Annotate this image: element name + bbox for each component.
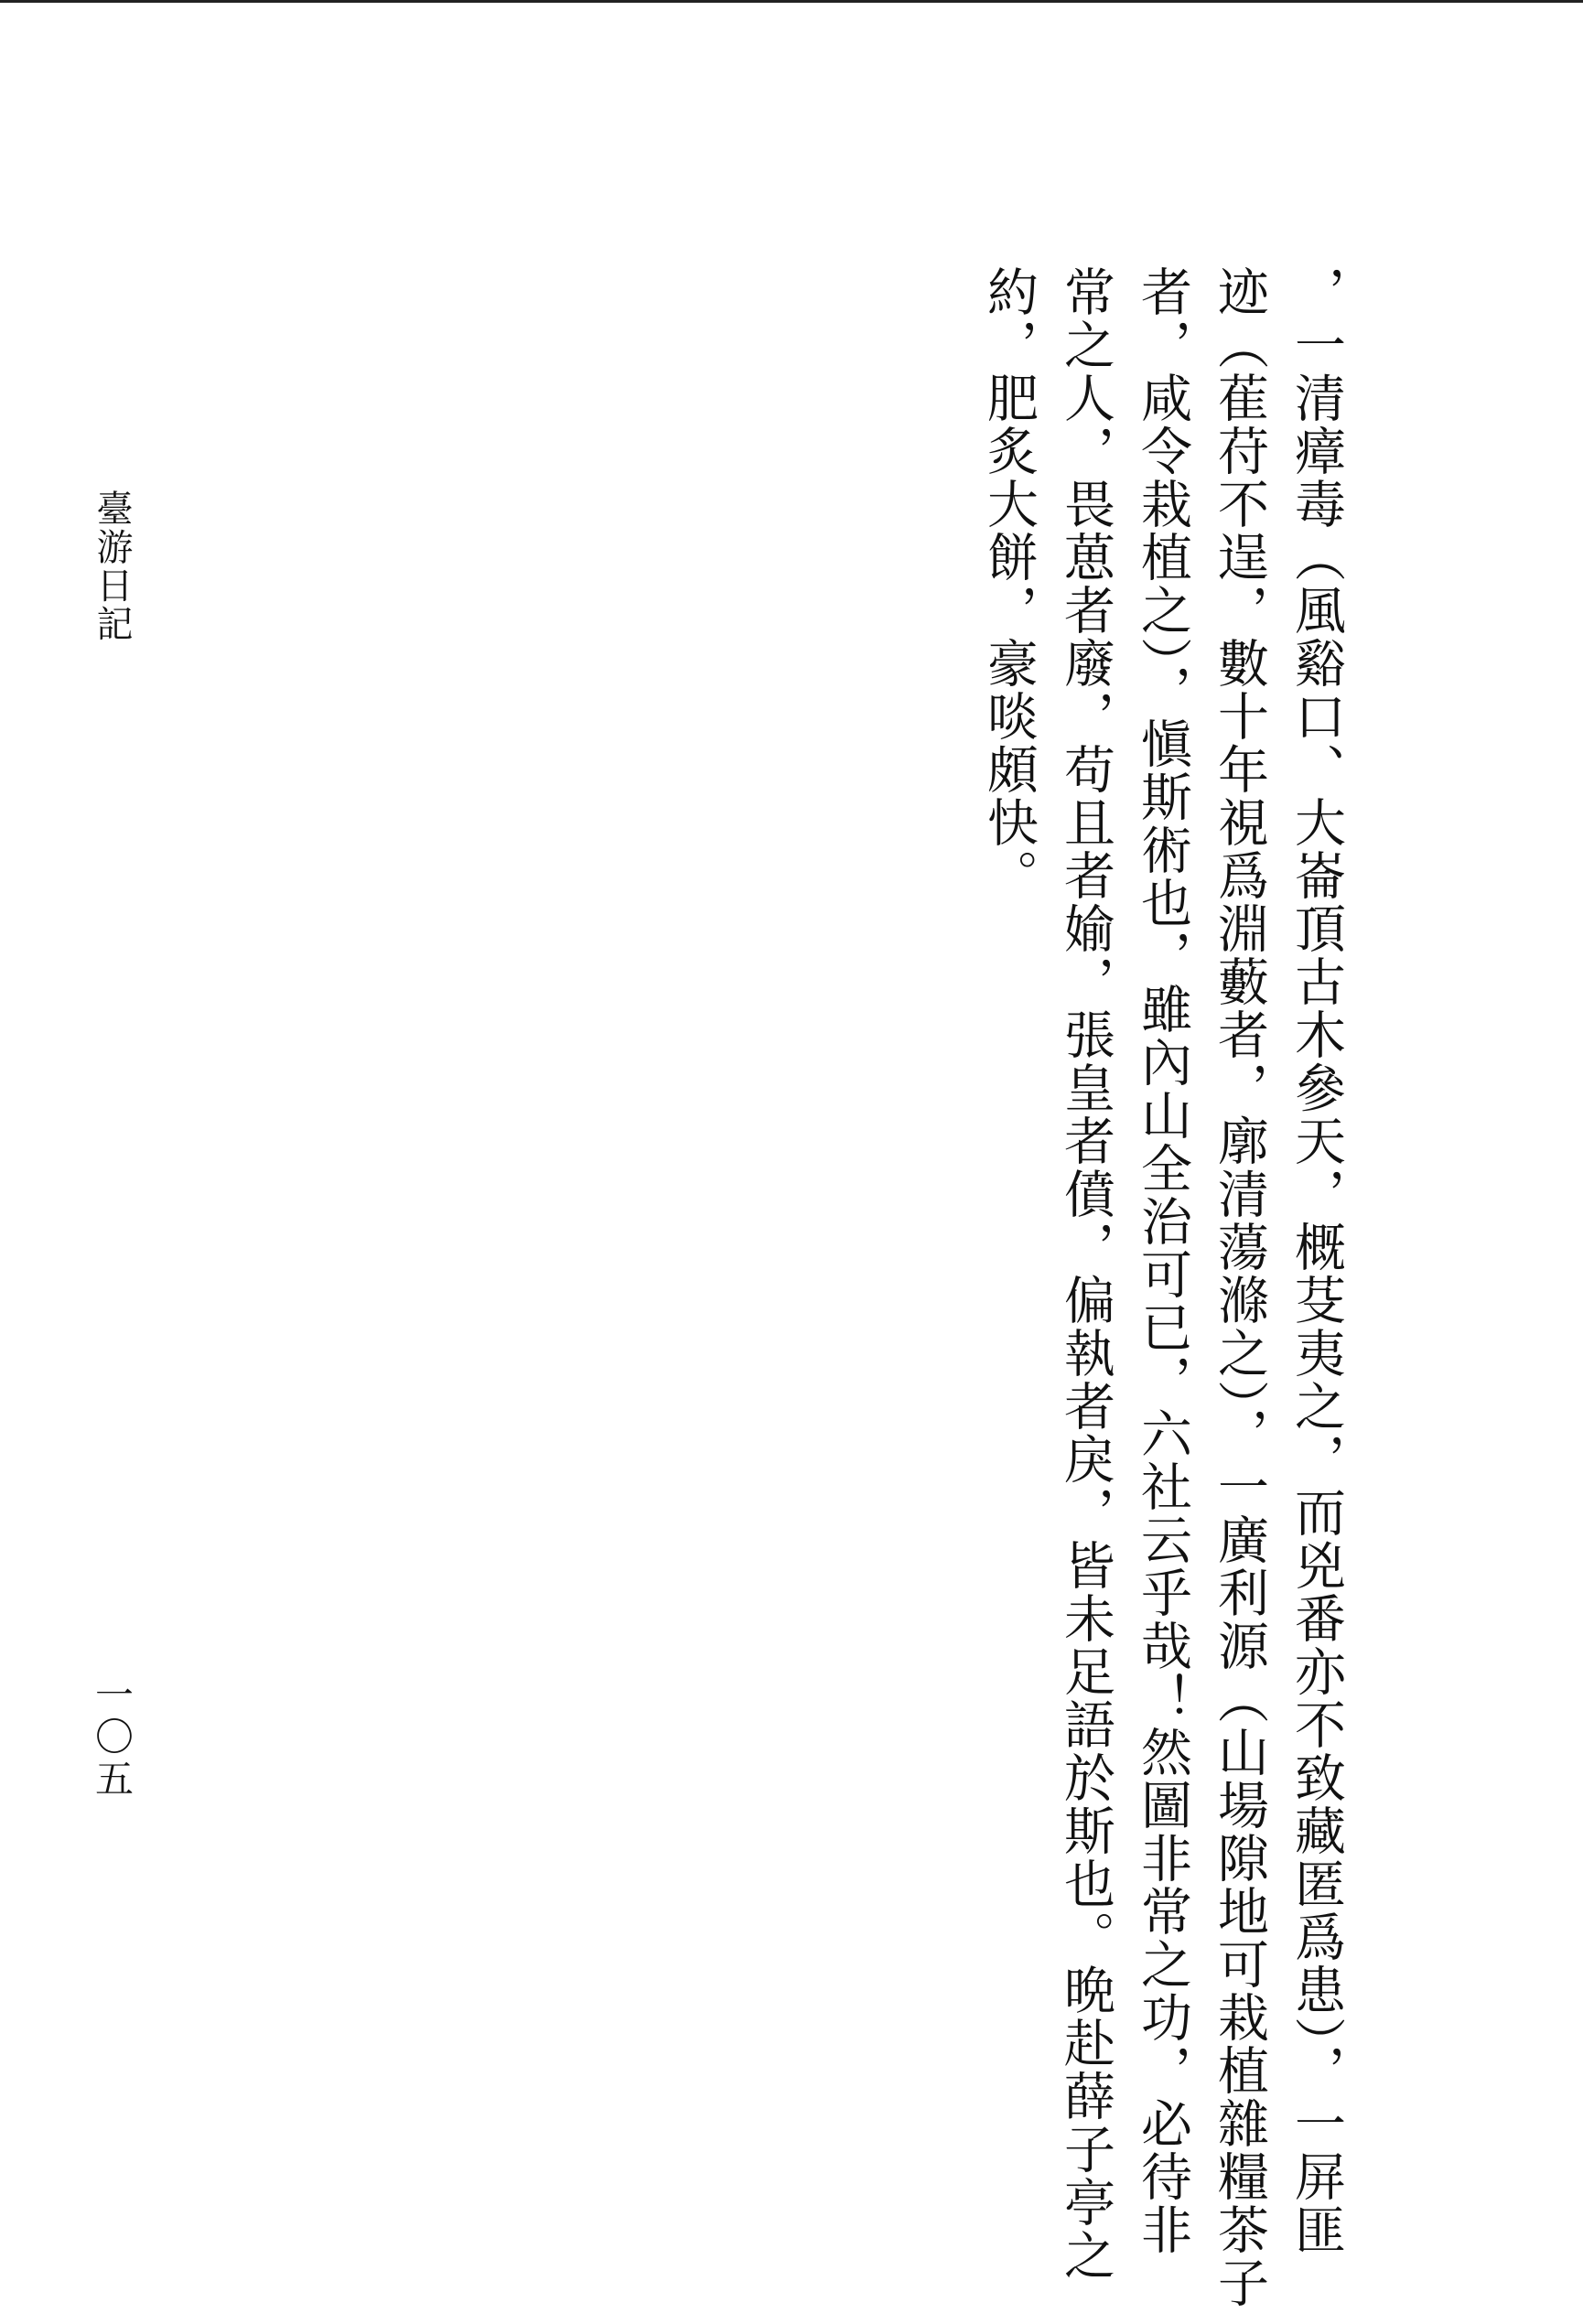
body-text xyxy=(970,265,1354,2309)
text-column-4: 常之人，畏葸者廢，苟且者媮，張皇者僨，偏執者戾，皆未足語於斯也。晩赴薛子亭之 xyxy=(1056,265,1115,2282)
page-number: 一〇五 xyxy=(90,1674,135,1801)
top-border-rule xyxy=(0,0,1583,3)
text-column-5: 約，肥炙大餅，豪啖頗快。 xyxy=(979,265,1039,902)
text-column-3: 者，咸令栽植之），愼斯術也，雖內山全治可已，六社云乎哉！然圖非常之功，必待非 xyxy=(1133,265,1192,2256)
running-title: 臺游日記 xyxy=(91,490,133,643)
text-column-1: ，一清瘴毒（風谿口、大崙頂古木參天，概芟夷之，而兇番亦不致藏匿爲患），一屏匪 xyxy=(1287,265,1346,2256)
text-column-2: 迹（萑苻不逞，數十年視爲淵藪者，廓清蕩滌之），一廣利源（山場隙地可栽植雜糧茶子 xyxy=(1210,265,1269,2309)
